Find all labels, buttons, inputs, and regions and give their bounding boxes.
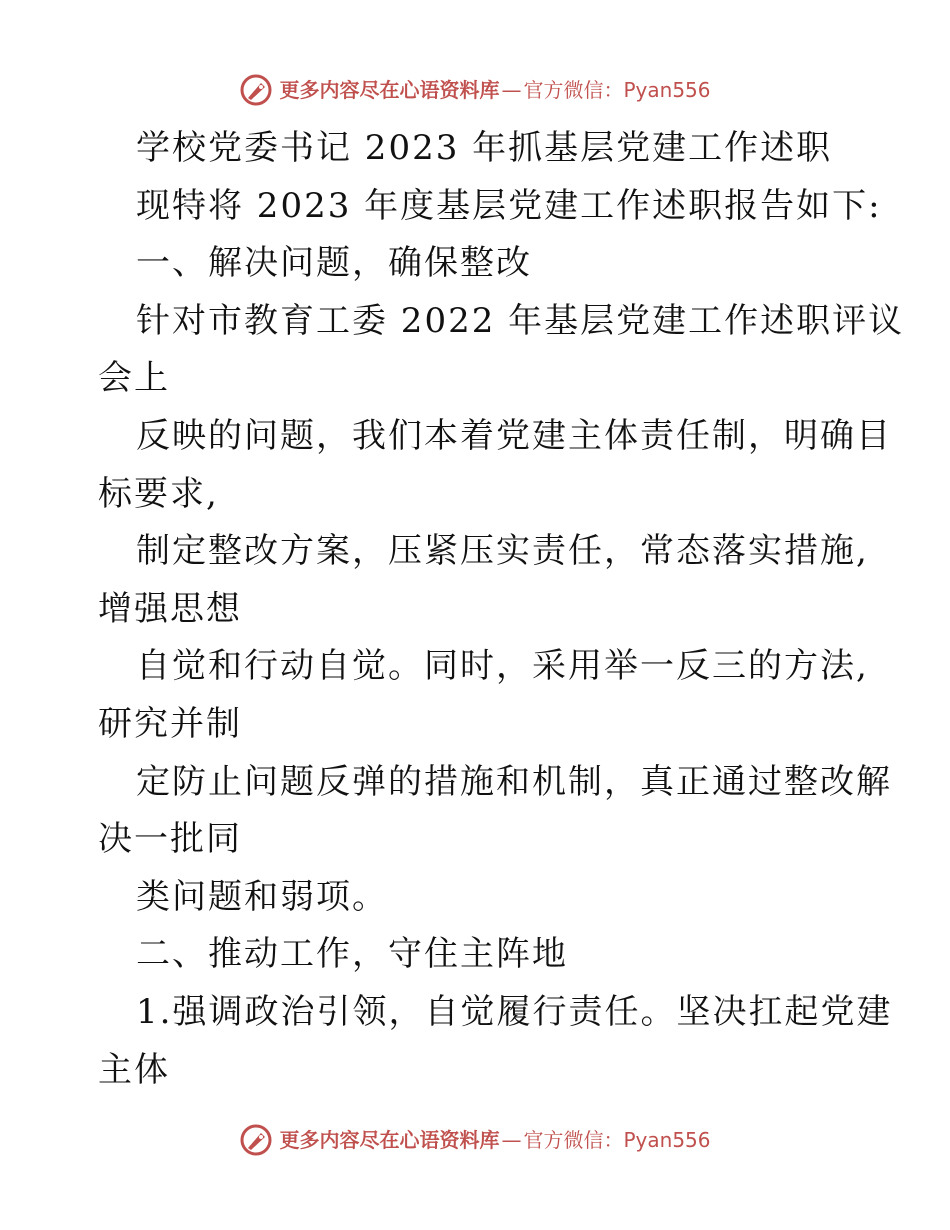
text-line: 1.强调政治引领，自觉履行责任。坚决扛起党建: [136, 991, 893, 1032]
watermark-wechat-label: 官方微信：: [523, 1128, 624, 1152]
document-body: [98, 120, 905, 1099]
watermark-dash: —: [501, 78, 522, 102]
text-line: 决一批同: [98, 819, 242, 860]
section-heading: 二、推动工作，守住主阵地: [136, 934, 568, 975]
text-line: 研究并制: [98, 703, 242, 744]
section-heading: 一、解决问题，确保整改: [136, 243, 532, 284]
text-line: 增强思想: [98, 588, 242, 629]
text-line: 会上: [98, 358, 170, 399]
text-line: 标要求,: [98, 473, 219, 514]
watermark-wechat-id: Pyan556: [623, 78, 711, 102]
watermark-wechat-label: 官方微信：: [523, 78, 624, 102]
text-line: 学校党委书记 2023 年抓基层党建工作述职: [136, 128, 833, 168]
watermark-main-text: 更多内容尽在心语资料库: [279, 1128, 500, 1152]
text-line: 类问题和弱项。: [136, 876, 388, 917]
text-line: 针对市教育工委 2022 年基层党建工作述职评议: [136, 300, 905, 341]
header-watermark: [0, 70, 950, 110]
watermark-dash: —: [501, 1128, 522, 1152]
text-line: 现特将 2023 年度基层党建工作述职报告如下:: [136, 185, 882, 226]
watermark-main-text: 更多内容尽在心语资料库: [279, 78, 500, 102]
text-line: 主体: [98, 1049, 170, 1090]
pen-nib-logo-icon: [239, 73, 273, 107]
text-line: 反映的问题，我们本着党建主体责任制，明确目: [136, 415, 892, 456]
footer-watermark: [0, 1120, 950, 1160]
text-line: 定防止问题反弹的措施和机制，真正通过整改解: [136, 761, 892, 802]
text-line: 自觉和行动自觉。同时，采用举一反三的方法,: [136, 646, 869, 687]
text-line: 制定整改方案，压紧压实责任，常态落实措施,: [136, 531, 869, 572]
pen-nib-logo-icon: [239, 1123, 273, 1157]
watermark-wechat-id: Pyan556: [623, 1128, 711, 1152]
